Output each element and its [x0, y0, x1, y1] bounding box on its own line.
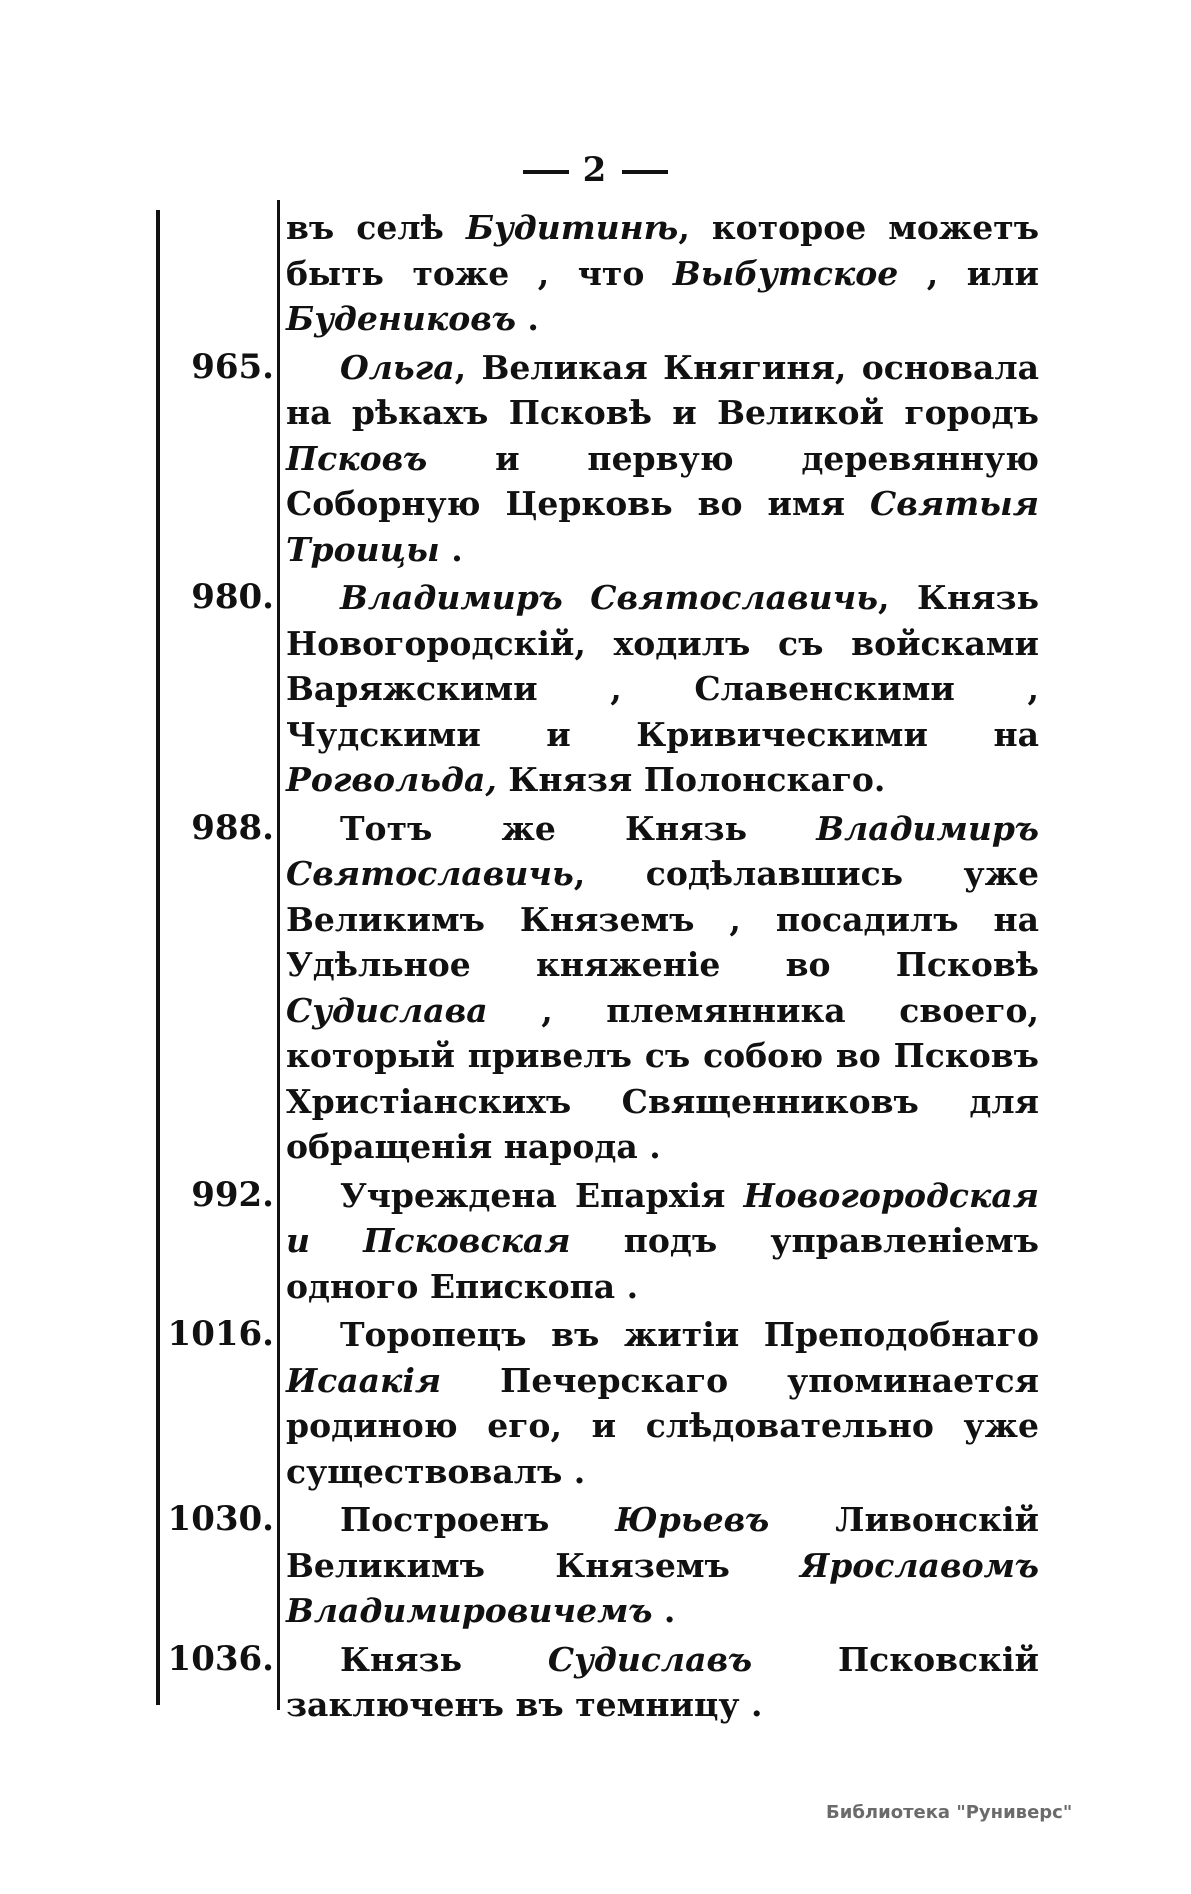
- entry-text-italic: Владимиръ Святославичь: [340, 578, 879, 617]
- entry-text: [286, 1173, 1039, 1310]
- entry-text-italic: Будениковъ: [286, 299, 516, 338]
- entry-text-run: .: [439, 529, 463, 569]
- entry-year: 1016.: [167, 1314, 274, 1354]
- entry-text-italic: Ярославомъ Владимировичемъ: [286, 1545, 1039, 1630]
- entry-text-run: подъ управленіемъ одного Епископа .: [286, 1221, 1039, 1306]
- entry-year: 980.: [191, 577, 274, 617]
- page-number-dash-right: [622, 170, 668, 174]
- chronicle-entry: [0, 806, 1191, 1170]
- entry-text-run: .: [515, 299, 539, 338]
- entry-text-run: , Князь Новогородскій, ходилъ съ войсками Варяжскими , Славенскими , Чудскими и Кривическими на: [286, 578, 1039, 754]
- library-watermark: Библиотека "Руниверс": [826, 1802, 1073, 1823]
- entry-text-italic: Судислава: [286, 990, 488, 1030]
- entry-text: [286, 1312, 1039, 1494]
- entry-text-run: Князь: [340, 1639, 548, 1679]
- entry-text-run: Князя Полонскаго.: [496, 760, 886, 799]
- entry-text-run: Печерскаго упоминается родиною его, и слѣдовательно уже существовалъ .: [286, 1360, 1039, 1491]
- entry-text-run: Построенъ: [340, 1500, 616, 1539]
- chronicle-entry: [0, 1497, 1191, 1634]
- page-number-value: 2: [582, 150, 609, 190]
- entry-year: 965.: [191, 346, 274, 387]
- entry-text-italic: Юрьевъ: [615, 1500, 770, 1539]
- chronicle-entry: [0, 205, 1191, 342]
- chronicle-entry: [0, 345, 1191, 573]
- chronicle-entry: [0, 1173, 1191, 1310]
- entry-text-italic: Исаакія: [286, 1360, 442, 1400]
- page-number-dash-left: [523, 170, 569, 174]
- entry-text: [286, 345, 1039, 573]
- entry-text-italic: Псковъ: [286, 438, 428, 478]
- entry-text-run: Тотъ же Князь: [340, 808, 817, 848]
- entry-text-run: Псковскій заключенъ въ темницу .: [286, 1639, 1039, 1724]
- entry-text-run: .: [652, 1591, 676, 1630]
- entry-text-italic: Новогородская и Псковская: [286, 1175, 1039, 1260]
- entry-text: [286, 575, 1039, 803]
- entry-text-run: Учреждена Епархія: [340, 1175, 744, 1215]
- entry-text-run: , племянника своего, который привелъ съ собою во Псковъ Христіанскихъ Священниковъ для обращенія народа .: [286, 990, 1039, 1166]
- entry-year: 1036.: [167, 1638, 274, 1679]
- entry-text-run: , или: [898, 253, 1039, 293]
- chronicle-entry: [0, 1637, 1191, 1728]
- entry-text-run: , которое можетъ быть тоже , что: [286, 208, 1040, 293]
- entry-text-run: Ливонскій Великимъ Княземъ: [286, 1500, 1039, 1585]
- entry-text: [286, 1497, 1039, 1634]
- entry-text-italic: Выбутское: [672, 253, 899, 293]
- entry-text-run: Торопецъ въ житіи Преподобнаго: [340, 1315, 1039, 1354]
- entry-text-italic: Судиславъ: [547, 1639, 753, 1679]
- entry-year: 1030.: [167, 1499, 274, 1539]
- entry-year: 992.: [191, 1174, 274, 1215]
- entry-year: 988.: [191, 807, 274, 848]
- entry-text-run: въ селѣ: [286, 208, 466, 247]
- chronicle-entry: [0, 575, 1191, 803]
- entry-text-italic: Рогвольда,: [286, 760, 497, 799]
- entry-text: [286, 1637, 1039, 1728]
- chronicle-entry: [0, 1312, 1191, 1494]
- chronicle-entries: [0, 205, 1191, 1731]
- page-number: [0, 150, 1191, 190]
- entry-text-italic: Владимиръ Святославичь: [286, 808, 1039, 893]
- entry-text-run: , Великая Княгиня, основала на рѣкахъ Псковѣ и Великой городъ: [286, 347, 1039, 432]
- entry-text-italic: Святыя Троицы: [286, 484, 1039, 569]
- entry-text-italic: Будитинѣ: [465, 208, 679, 247]
- entry-text: [286, 205, 1039, 342]
- entry-text-run: , содѣлавшись уже Великимъ Княземъ , посадилъ на Удѣльное княженіе во Псковѣ: [286, 854, 1039, 984]
- entry-text: [286, 806, 1039, 1170]
- entry-text-run: и первую деревянную Соборную Церковь во имя: [286, 438, 1039, 523]
- entry-text-italic: Ольга: [340, 347, 455, 387]
